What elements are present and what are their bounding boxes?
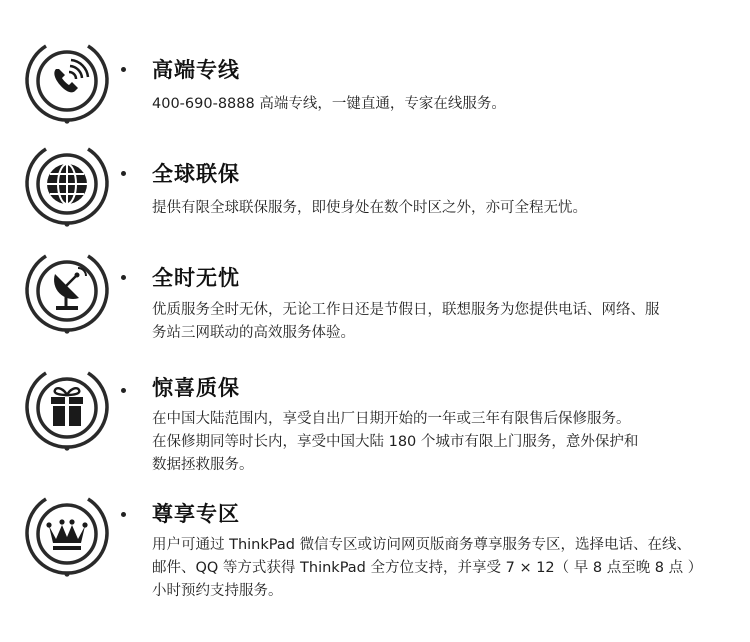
feature-item-warranty-surprise	[0, 348, 750, 488]
feature-description	[152, 93, 727, 116]
feature-description	[152, 299, 727, 345]
feature-title: 惊喜质保	[152, 376, 240, 400]
globe-icon	[22, 139, 112, 229]
feature-item-hotline	[0, 26, 750, 126]
description-line: 小时预约支持服务。	[152, 583, 283, 599]
feature-title: 全时无忧	[152, 266, 240, 290]
feature-description	[152, 197, 727, 220]
feature-description	[152, 534, 727, 603]
description-line: 在保修期同等时长内，享受中国大陆 180 个城市有限上门服务，意外保护和	[152, 434, 639, 450]
feature-description	[152, 408, 727, 477]
description-line: 用户可通过 ThinkPad 微信专区或访问网页版商务尊享服务专区，选择电话、在线、	[152, 537, 692, 553]
bullet-dot	[121, 67, 126, 72]
feature-item-vip-zone	[0, 486, 750, 626]
description-line: 邮件、QQ 等方式获得 ThinkPad 全方位支持，并享受 7 × 12（ 早 8 点至晚 8 点 ）	[152, 560, 703, 576]
gift-icon	[22, 363, 112, 453]
satellite-dish-icon	[22, 246, 112, 336]
feature-title: 尊享专区	[152, 502, 240, 526]
bullet-dot	[121, 388, 126, 393]
feature-item-global-warranty	[0, 130, 750, 230]
feature-item-24-7-service	[0, 234, 750, 354]
description-line: 提供有限全球联保服务，即使身处在数个时区之外，亦可全程无忧。	[152, 200, 587, 216]
feature-title: 全球联保	[152, 162, 240, 186]
feature-title: 高端专线	[152, 58, 240, 82]
description-line: 务站三网联动的高效服务体验。	[152, 325, 355, 341]
crown-icon	[22, 489, 112, 579]
bullet-dot	[121, 171, 126, 176]
bullet-dot	[121, 275, 126, 280]
bullet-dot	[121, 512, 126, 517]
description-line: 数据拯救服务。	[152, 457, 254, 473]
description-line: 400-690-8888 高端专线，一键直通，专家在线服务。	[152, 96, 506, 112]
description-line: 在中国大陆范围内，享受自出厂日期开始的一年或三年有限售后保修服务。	[152, 411, 631, 427]
description-line: 优质服务全时无休，无论工作日还是节假日，联想服务为您提供电话、网络、服	[152, 302, 660, 318]
phone-icon	[22, 36, 112, 126]
